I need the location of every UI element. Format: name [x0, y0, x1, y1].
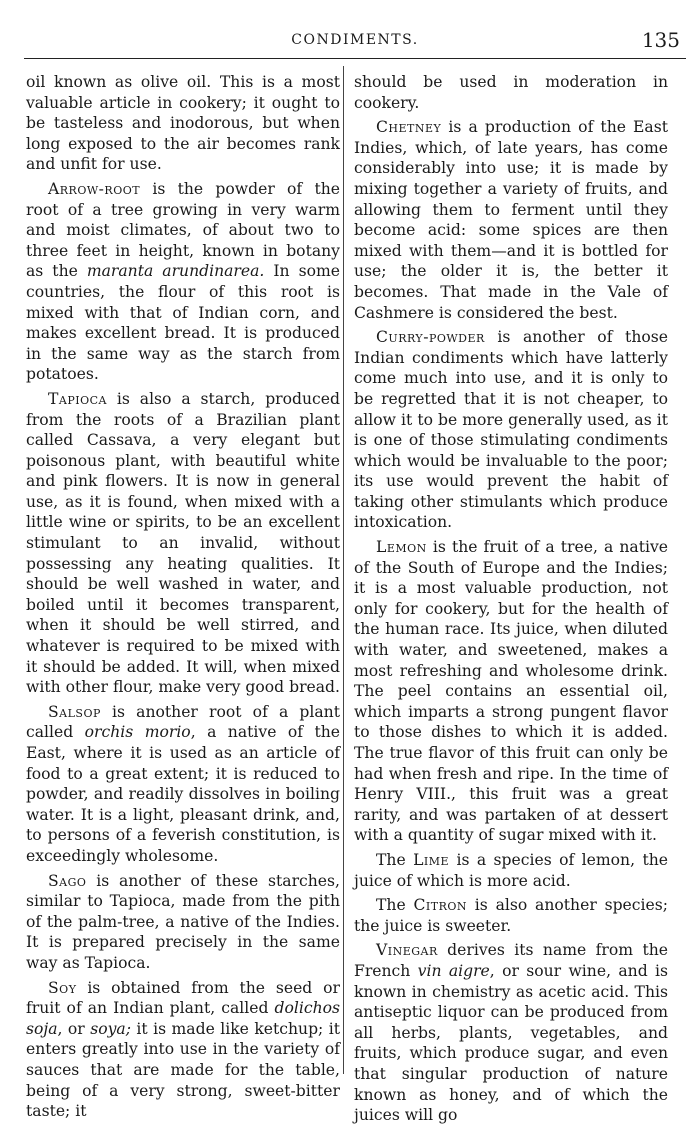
paragraph	[26, 72, 340, 175]
text-run: it is made like ketchup; it enters greatly into use in the variety of sauces that are made for the table, being of a very strong, sweet-bitter taste; it	[26, 1019, 340, 1121]
paragraph	[26, 179, 340, 385]
text-run: should be used in moderation in cookery.	[354, 73, 668, 112]
text-run: is also a starch, produced from the roots of a Brazilian plant called Cassava, a very elegant but poisonous plant, with beautiful white and pink flowers. It is now in general use, as it is found, when mixed with a little wine or spirits, to be an excellent stimulant to an invalid, without possessing any heating qualities. It should be well washed in water, and boiled until it becomes transparent, when it should be well stirred, and whatever is required to be mixed with it should be added. It will, when mixed with other flour, make very good bread.	[26, 389, 340, 697]
entry-term: Lemon	[376, 538, 427, 557]
running-header	[24, 28, 686, 58]
paragraph	[354, 72, 668, 113]
paragraph	[354, 895, 668, 936]
italic-term: dolichos soja	[26, 999, 340, 1038]
page-number: 135	[641, 28, 680, 52]
paragraph	[26, 702, 340, 867]
paragraph	[354, 327, 668, 533]
entry-term: Citron	[413, 896, 468, 915]
italic-term: maranta arundinarea.	[86, 262, 265, 281]
text-run: , or sour wine, and is known in chemistry as acetic acid. This antiseptic liquor can be produced from all herbs, plants, vegetables, and fruits, which produce sugar, and even that singular production of nature known as honey, and of which the juices will go	[354, 961, 668, 1125]
header-rule	[24, 58, 686, 59]
text-run: oil known as olive oil. This is a most valuable article in cookery; it ought to be tasteless and inodorous, but when long exposed to the air becomes rank and unfit for use.	[26, 73, 340, 174]
italic-term: orchis morio	[84, 723, 191, 742]
paragraph	[354, 117, 668, 323]
text-run: is another root of a plant called	[26, 702, 340, 742]
text-run: The	[376, 896, 414, 915]
text-run: , a native of the East, where it is used as an article of food to a great extent; it is reduced to powder, and readily dissolves in boiling water. It is a light, pleasant drink, and, to persons of a feverish constitution, is exceedingly wholesome.	[26, 723, 340, 865]
running-title: CONDIMENTS.	[291, 32, 419, 48]
paragraph	[354, 537, 668, 846]
entry-term: Chetney	[376, 118, 442, 137]
column-divider	[343, 66, 344, 1074]
entry-term: Salsop	[48, 702, 101, 721]
entry-term: Tapioca	[48, 389, 107, 408]
text-run: is a species of lemon, the juice of which is more acid.	[354, 850, 668, 890]
text-run: is another of those Indian condiments which have latterly come much into use, and it is only to be regretted that it is not cheaper, to allow it to be more generally used, as it is one of those stimulating condiments which would be invaluable to the poor; its use would prevent the habit of taking other stimulants which produce intoxication.	[354, 328, 668, 532]
entry-term: Arrow-root	[48, 179, 141, 198]
entry-term: Soy	[48, 978, 77, 997]
paragraph	[354, 850, 668, 891]
paragraph	[26, 978, 340, 1122]
entry-term: Sago	[48, 871, 87, 890]
entry-term: Lime	[413, 850, 450, 869]
text-run: is a production of the East Indies, which, of late years, has come considerably into use; it is made by mixing together a variety of fruits, and allowing them to ferment until they become acid: some spices are then mixed with them—and it is bottled for use; the older it is, the better it becomes. That made in the Vale of Cashmere is considered the best.	[354, 118, 668, 322]
text-run: The	[376, 850, 414, 869]
left-column	[26, 72, 340, 1122]
text-run: , or	[57, 1019, 91, 1038]
text-run: derives its name from the French	[354, 941, 668, 980]
entry-term: Vinegar	[376, 941, 438, 960]
text-run: is another of these starches, similar to Tapioca, made from the pith of the palm-tree, a native of the Indies. It is prepared precisely in the same way as Tapioca.	[26, 871, 340, 972]
paragraph	[26, 871, 340, 974]
paragraph	[354, 940, 668, 1125]
text-run: is the powder of the root of a tree growing in very warm and moist climates, of about two to three feet in height, known in botany as the	[26, 179, 340, 281]
italic-term: vin aigre	[417, 961, 490, 980]
entry-term: Curry-powder	[376, 328, 485, 347]
text-run: In some countries, the flour of this root is mixed with that of Indian corn, and makes excellent bread. It is produced in the same way as the starch from potatoes.	[26, 262, 340, 384]
text-run: is also another species; the juice is sweeter.	[354, 896, 668, 935]
text-run: is the fruit of a tree, a native of the South of Europe and the Indies; it is a most valuable production, not only for cookery, but for the health of the human race. Its juice, when diluted with water, and sweetened, makes a most refreshing and wholesome drink. The peel contains an essential oil, which imparts a strong pungent flavor to those dishes to which it is added. The true flavor of this fruit can only be had when fresh and ripe. In the time of Henry VIII., this fruit was a great rarity, and was partaken of at dessert with a quantity of sugar mixed with it.	[354, 538, 668, 845]
text-run: is obtained from the seed or fruit of an Indian plant, called	[26, 978, 340, 1018]
right-column	[354, 72, 668, 1126]
italic-term: soya;	[90, 1019, 131, 1038]
paragraph	[26, 389, 340, 698]
